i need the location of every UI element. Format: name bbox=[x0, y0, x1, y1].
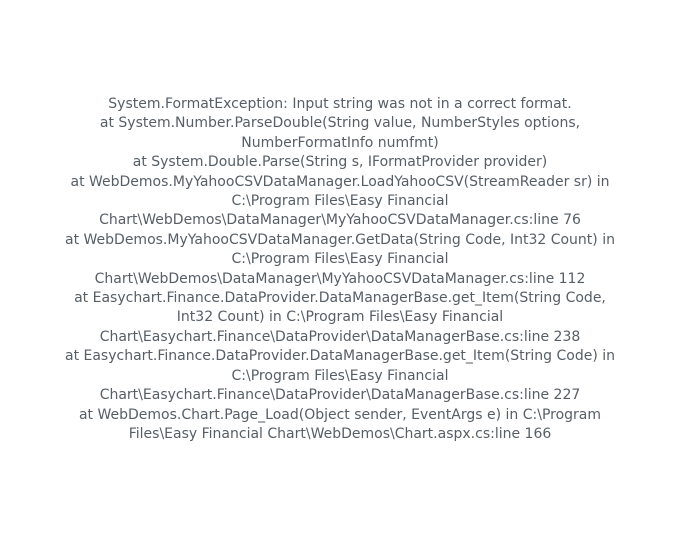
error-stack-trace bbox=[0, 95, 680, 444]
stack-trace-line: C:\Program Files\Easy Financial bbox=[231, 251, 449, 268]
stack-trace-line: NumberFormatInfo numfmt) bbox=[241, 134, 439, 151]
stack-trace-line: Chart\Easychart.Finance\DataProvider\DataManagerBase.cs:line 227 bbox=[99, 387, 581, 404]
stack-trace-line: at Easychart.Finance.DataProvider.DataManagerBase.get_Item(String Code) in bbox=[64, 348, 615, 365]
stack-trace-line: Files\Easy Financial Chart\WebDemos\Chart.aspx.cs:line 166 bbox=[128, 425, 552, 442]
stack-trace-line: at WebDemos.Chart.Page_Load(Object sender, EventArgs e) in C:\Program bbox=[78, 406, 602, 423]
stack-trace-line: at WebDemos.MyYahooCSVDataManager.GetData(String Code, Int32 Count) in bbox=[65, 231, 615, 248]
stack-trace-line: Chart\Easychart.Finance\DataProvider\DataManagerBase.cs:line 238 bbox=[99, 328, 581, 345]
stack-trace-line: C:\Program Files\Easy Financial bbox=[231, 193, 449, 210]
stack-trace-line: Chart\WebDemos\DataManager\MyYahooCSVDataManager.cs:line 112 bbox=[94, 270, 586, 287]
stack-trace-line: Chart\WebDemos\DataManager\MyYahooCSVDataManager.cs:line 76 bbox=[99, 212, 581, 229]
stack-trace-line: at WebDemos.MyYahooCSVDataManager.LoadYahooCSV(StreamReader sr) in bbox=[70, 173, 610, 190]
stack-trace-line: Int32 Count) in C:\Program Files\Easy Financial bbox=[176, 309, 504, 326]
stack-trace-line-exception-message: System.FormatException: Input string was not in a correct format. bbox=[108, 96, 572, 112]
stack-trace-line: at Easychart.Finance.DataProvider.DataManagerBase.get_Item(String Code, bbox=[74, 290, 606, 307]
stack-trace-line: at System.Number.ParseDouble(String value, NumberStyles options, bbox=[99, 115, 581, 132]
stack-trace-line: at System.Double.Parse(String s, IFormatProvider provider) bbox=[132, 154, 548, 171]
stack-trace-line: C:\Program Files\Easy Financial bbox=[231, 367, 449, 384]
